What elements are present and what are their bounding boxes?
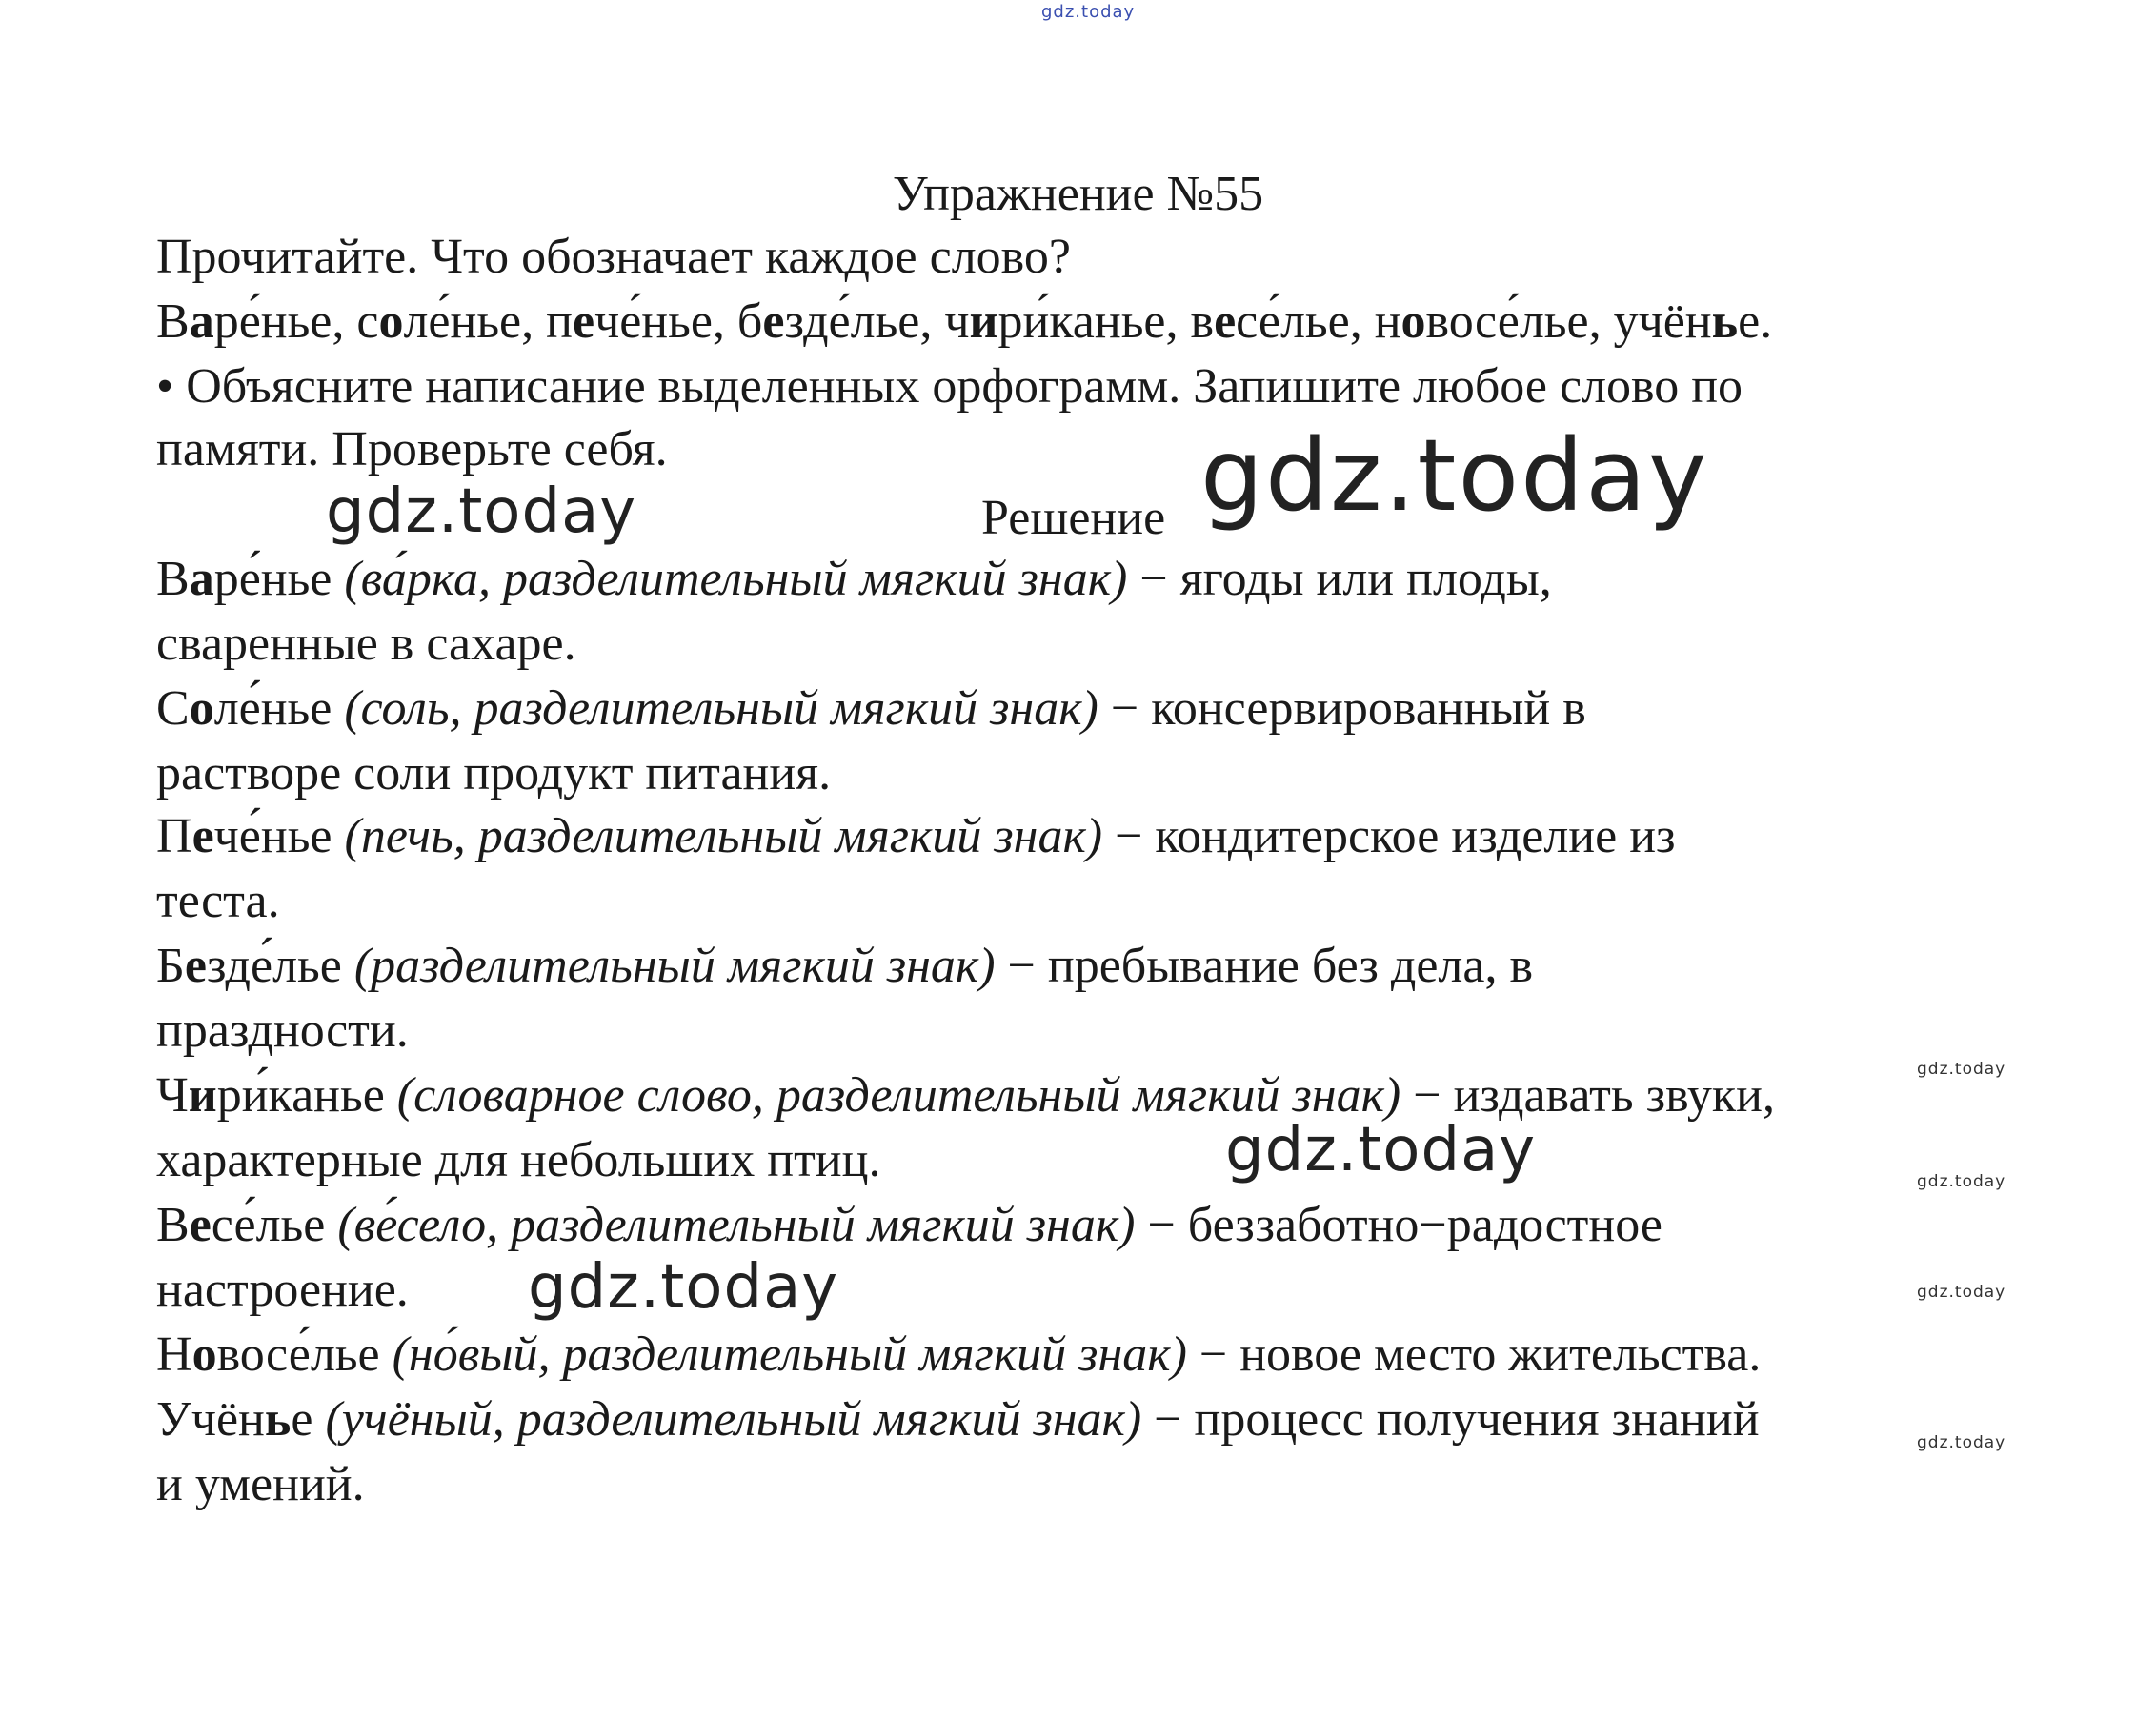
entry-3-definition: − кондитерское изделие из: [1102, 809, 1676, 863]
word-6: весе́лье,: [1190, 294, 1375, 349]
word-8: учёнье.: [1613, 294, 1773, 349]
entry-5-line-1: [156, 1068, 1775, 1123]
watermark-small-3: gdz.today: [1917, 1283, 2006, 1302]
entry-2-definition: − консервированный в: [1098, 681, 1586, 736]
entry-8-line-2: и умений.: [156, 1457, 365, 1511]
entry-7-definition: − новое место жительства.: [1186, 1327, 1762, 1382]
entry-4-note: (разделительный мягкий знак): [353, 939, 996, 993]
entry-2-note: (соль, разделительный мягкий знак): [344, 681, 1098, 736]
word-list: [156, 294, 1773, 349]
entry-2-line-2: растворе соли продукт питания.: [156, 746, 832, 800]
entry-2-word: Соле́нье: [156, 681, 332, 736]
entry-1-line-2: сваренные в сахаре.: [156, 617, 576, 671]
watermark-small-2: gdz.today: [1917, 1172, 2006, 1191]
word-1: Варе́нье,: [156, 294, 357, 349]
watermark-lower: gdz.today: [528, 1252, 839, 1323]
entry-1-note: (ва́рка, разделительный мягкий знак): [344, 552, 1128, 606]
entry-6-word: Весе́лье: [156, 1198, 326, 1252]
entry-4-word: Безде́лье: [156, 939, 342, 993]
watermark-small-4: gdz.today: [1917, 1433, 2006, 1452]
entry-5-note: (словарное слово, разделительный мягкий знак): [396, 1068, 1401, 1123]
instruction-line-1: • Объясните написание выделенных орфограмм. Запишите любое слово по: [156, 359, 1743, 414]
entry-7-line-1: [156, 1327, 1762, 1382]
entry-6-note: (ве́село, разделительный мягкий знак): [337, 1198, 1136, 1252]
entry-7-word: Новосе́лье: [156, 1327, 380, 1382]
entry-4-definition: − пребывание без дела, в: [995, 939, 1534, 993]
entry-1-line-1: [156, 552, 1552, 606]
watermark-left: gdz.today: [326, 476, 637, 547]
entry-7-note: (но́вый, разделительный мягкий знак): [392, 1327, 1187, 1382]
entry-8-definition: − процесс получения знаний: [1141, 1392, 1760, 1447]
entry-2-line-1: [156, 681, 1586, 736]
word-3: пече́нье,: [546, 294, 737, 349]
entry-5-line-2: характерные для небольших птиц.: [156, 1133, 881, 1187]
watermark-middle: gdz.today: [1225, 1115, 1537, 1185]
watermark-big: gdz.today: [1200, 417, 1709, 534]
word-4: безде́лье,: [736, 294, 945, 349]
task-line: Прочитайте. Что обозначает каждое слово?: [156, 230, 1071, 284]
entry-4-line-2: праздности.: [156, 1003, 409, 1058]
entry-6-line-2: настроение.: [156, 1263, 409, 1317]
entry-5-definition: − издавать звуки,: [1400, 1068, 1775, 1123]
entry-1-word: Варе́нье: [156, 552, 332, 606]
exercise-title: Упражнение №55: [892, 167, 1264, 221]
watermark-small-1: gdz.today: [1917, 1060, 2006, 1079]
entry-6-line-1: [156, 1198, 1662, 1252]
word-5: чири́канье,: [944, 294, 1191, 349]
entry-1-definition: − ягоды или плоды,: [1127, 552, 1552, 606]
entry-3-note: (печь, разделительный мягкий знак): [344, 809, 1103, 863]
instruction-line-2: памяти. Проверьте себя.: [156, 422, 668, 476]
entry-8-word: Учёнье: [156, 1392, 313, 1447]
entry-4-line-1: [156, 939, 1534, 993]
word-2: соле́нье,: [356, 294, 547, 349]
entry-8-line-1: [156, 1392, 1760, 1447]
entry-8-note: (учёный, разделительный мягкий знак): [325, 1392, 1142, 1447]
entry-3-line-2: теста.: [156, 874, 280, 928]
entry-3-line-1: [156, 809, 1676, 863]
entry-5-word: Чири́канье: [156, 1068, 385, 1123]
entry-6-definition: − беззаботно−радостное: [1135, 1198, 1662, 1252]
entry-3-word: Пече́нье: [156, 809, 332, 863]
solution-heading: Решение: [981, 491, 1166, 545]
word-7: новосе́лье,: [1374, 294, 1614, 349]
watermark-top: gdz.today: [1041, 2, 1136, 22]
